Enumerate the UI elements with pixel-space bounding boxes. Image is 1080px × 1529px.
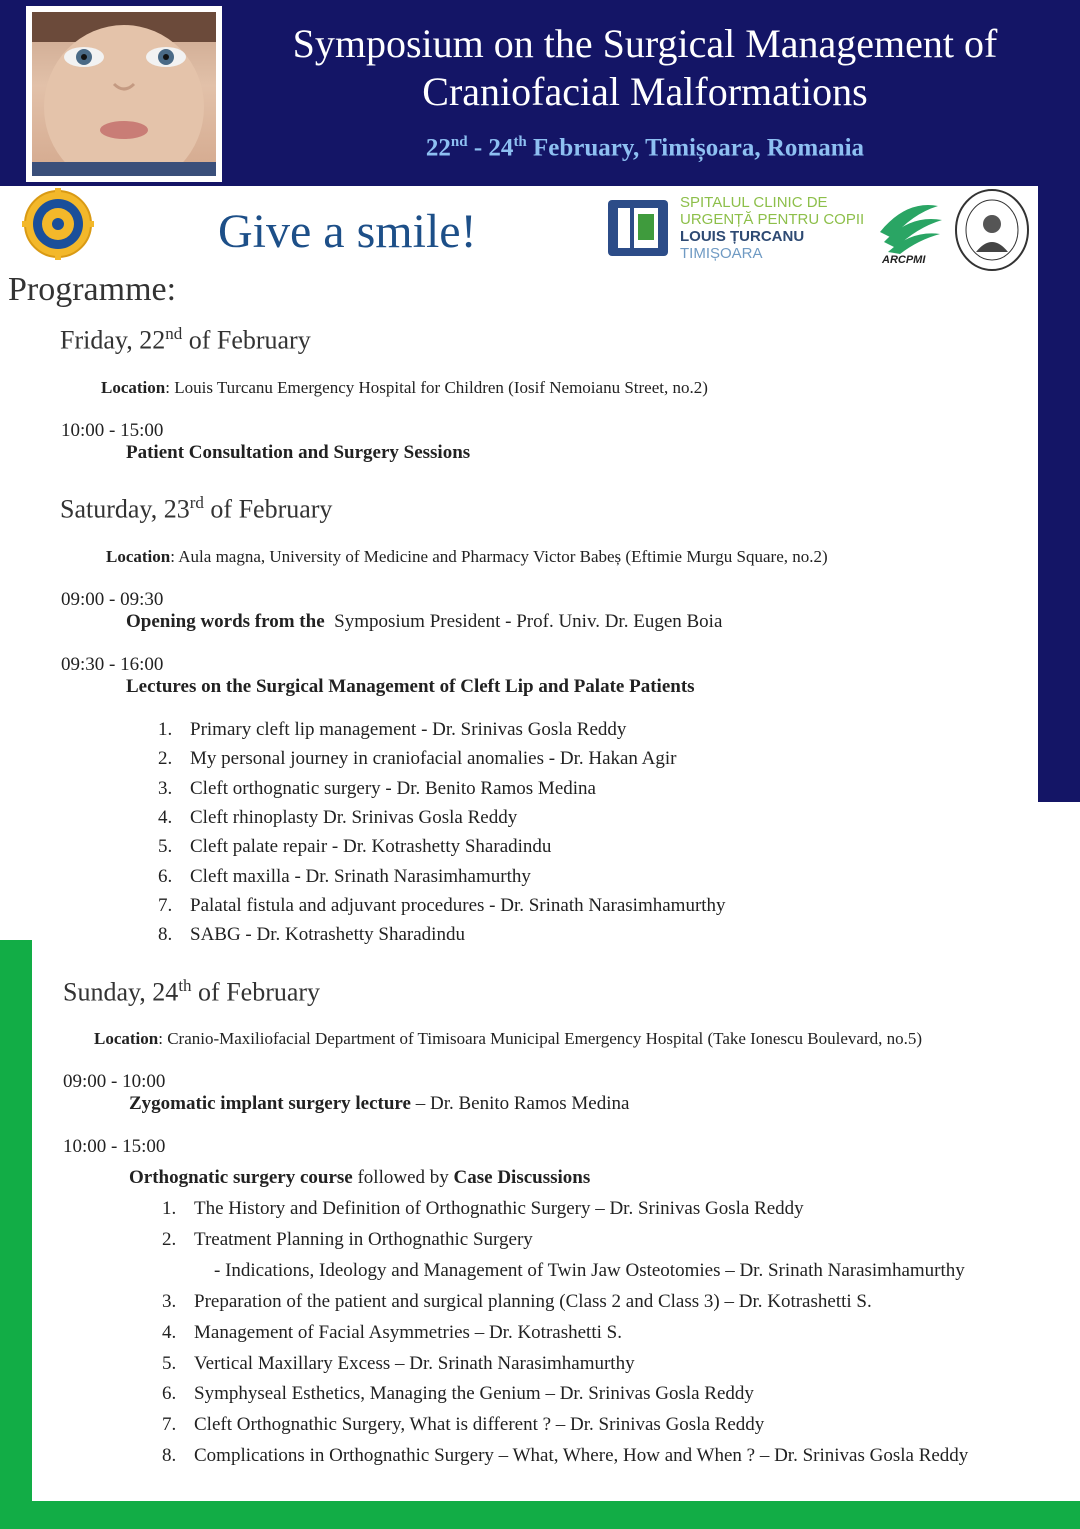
hospital-line-3: LOUIS ȚURCANU	[680, 228, 805, 245]
friday-location	[101, 378, 708, 398]
saturday-session-1-bold: Opening words from the	[126, 611, 325, 632]
list-item-text: The History and Definition of Orthognathic Surgery – Dr. Srinivas Gosla Reddy	[194, 1198, 804, 1219]
friday-day: Friday, 22	[60, 325, 166, 355]
date-start-suffix: nd	[450, 134, 468, 150]
list-item-number: 8.	[162, 1445, 177, 1467]
list-item-text: Treatment Planning in Orthognathic Surgery	[194, 1228, 533, 1250]
sunday-time-1: 09:00 - 10:00	[63, 1071, 166, 1092]
sunday-location-text: : Cranio-Maxiliofacial Department of Timisoara Municipal Emergency Hospital (Take Ionescu Boulevard, no.5)	[158, 1029, 923, 1048]
list-item-text: SABG - Dr. Kotrashetty Sharadindu	[190, 924, 465, 946]
list-item	[158, 719, 626, 741]
list-item-text: Cleft Orthognathic Surgery, What is different ? – Dr. Srinivas Gosla Reddy	[194, 1414, 765, 1436]
title-line-2: Craniofacial Malformations	[422, 69, 868, 114]
list-item-text: Palatal fistula and adjuvant procedures - Dr. Srinath Narasimhamurthy	[190, 894, 726, 916]
hospital-line-1: SPITALUL CLINIC DE	[680, 194, 828, 211]
saturday-heading	[60, 493, 332, 525]
green-bottom-band	[0, 1501, 1080, 1529]
list-item	[162, 1383, 754, 1405]
list-item-number: 7.	[162, 1414, 177, 1436]
list-item-text: Symphyseal Esthetics, Managing the Genium – Dr. Srinivas Gosla Reddy	[194, 1383, 754, 1405]
list-item	[158, 836, 551, 858]
list-item	[162, 1445, 968, 1467]
list-item-text: Vertical Maxillary Excess – Dr. Srinath Narasimhamurthy	[194, 1352, 635, 1374]
list-item-text: Management of Facial Asymmetries – Dr. Kotrashetti S.	[194, 1321, 622, 1343]
list-item	[158, 748, 676, 770]
sunday-session-1-rest: – Dr. Benito Ramos Medina	[410, 1093, 630, 1114]
list-item	[162, 1229, 533, 1251]
list-item	[158, 924, 465, 946]
list-item	[214, 1260, 965, 1282]
saturday-session-1-rest: Symposium President - Prof. Univ. Dr. Eugen Boia	[324, 611, 723, 632]
saturday-time-2: 09:30 - 16:00	[61, 654, 164, 675]
list-item-number: 1.	[158, 719, 173, 740]
sunday-location-label: Location	[94, 1029, 159, 1048]
give-a-smile-slogan: Give a smile!	[218, 205, 477, 258]
list-item-number: 3.	[162, 1290, 177, 1312]
list-item-number: 4.	[162, 1321, 177, 1343]
saturday-location-text: : Aula magna, University of Medicine and Pharmacy Victor Babeș (Eftimie Murgu Square, no.2)	[170, 547, 828, 566]
sunday-session-2-bold-1: Orthognatic surgery course	[129, 1167, 353, 1188]
date-start: 22	[425, 134, 451, 162]
list-item-number: 7.	[158, 894, 173, 916]
sunday-time-2: 10:00 - 15:00	[63, 1136, 166, 1157]
navy-side-band	[1038, 186, 1080, 802]
list-item-text: Primary cleft lip management - Dr. Srinivas Gosla Reddy	[190, 719, 627, 740]
sunday-session-1	[129, 1093, 629, 1115]
list-item-text: My personal journey in craniofacial anomalies - Dr. Hakan Agir	[190, 748, 677, 770]
sunday-session-2	[129, 1167, 590, 1189]
list-item	[158, 778, 596, 800]
list-item	[162, 1414, 764, 1436]
child-photo-frame	[26, 6, 222, 182]
arcpmi-label: ARCPMI	[882, 254, 926, 266]
friday-heading	[60, 324, 311, 356]
list-item	[162, 1322, 622, 1344]
rotary-logo	[22, 188, 94, 260]
sunday-session-2-bold-2: Case Discussions	[453, 1167, 591, 1188]
hospital-name	[680, 194, 864, 262]
sunday-day: Sunday, 24	[63, 977, 179, 1007]
sunday-session-1-bold: Zygomatic implant surgery lecture	[129, 1093, 411, 1114]
date-place: February, Timișoara, Romania	[526, 134, 865, 162]
list-item-number: 5.	[162, 1352, 177, 1374]
list-item-text: Cleft maxilla - Dr. Srinath Narasimhamurthy	[190, 865, 531, 887]
friday-location-label: Location	[101, 378, 166, 397]
date-end: - 24	[467, 134, 514, 162]
list-item-text: Preparation of the patient and surgical planning (Class 2 and Class 3) – Dr. Kotrashetti S.	[194, 1290, 872, 1312]
list-item-number: 6.	[158, 865, 173, 887]
saturday-suffix: rd	[189, 493, 204, 512]
list-item-text: Cleft orthognatic surgery - Dr. Benito Ramos Medina	[190, 777, 596, 799]
list-item	[158, 807, 517, 829]
list-item-text: - Indications, Ideology and Management of Twin Jaw Osteotomies – Dr. Srinath Narasimhamurthy	[214, 1259, 965, 1281]
friday-time: 10:00 - 15:00	[61, 420, 164, 441]
sunday-month: of February	[191, 977, 321, 1007]
list-item-number: 5.	[158, 836, 173, 858]
list-item	[162, 1291, 872, 1313]
list-item-number: 2.	[162, 1228, 177, 1250]
list-item	[162, 1198, 804, 1220]
university-seal	[954, 188, 1030, 272]
list-item-text: Cleft rhinoplasty Dr. Srinivas Gosla Reddy	[190, 806, 518, 828]
list-item-text: Complications in Orthognathic Surgery – What, Where, How and When ? – Dr. Srinivas Gosla Reddy	[194, 1445, 969, 1467]
saturday-location-label: Location	[106, 547, 171, 566]
list-item-number: 2.	[158, 748, 173, 770]
friday-location-text: : Louis Turcanu Emergency Hospital for Children (Iosif Nemoianu Street, no.2)	[165, 378, 708, 397]
sunday-suffix: th	[178, 976, 192, 995]
saturday-session-1	[126, 611, 722, 633]
list-item-text: Cleft palate repair - Dr. Kotrashetty Sharadindu	[190, 836, 552, 858]
list-item-number: 6.	[162, 1383, 177, 1405]
saturday-time-1: 09:00 - 09:30	[61, 589, 164, 610]
friday-suffix: nd	[165, 324, 183, 343]
sunday-session-2-mid: followed by	[352, 1167, 454, 1188]
list-item-number: 4.	[158, 806, 173, 828]
hospital-logo	[606, 196, 670, 260]
saturday-day: Saturday, 23	[60, 494, 190, 524]
list-item	[162, 1353, 635, 1375]
symposium-title	[230, 20, 1060, 116]
title-line-1: Symposium on the Surgical Management of	[292, 21, 998, 66]
list-item-number: 1.	[162, 1198, 177, 1219]
programme-heading: Programme:	[8, 271, 177, 308]
list-item-number: 3.	[158, 777, 173, 799]
sunday-location	[94, 1029, 922, 1049]
green-side-band	[0, 940, 32, 1529]
saturday-location	[106, 547, 828, 567]
sunday-heading	[63, 976, 320, 1008]
symposium-date	[230, 134, 1060, 162]
hospital-line-2: URGENȚĂ PENTRU COPII	[680, 211, 865, 228]
friday-month: of February	[182, 325, 311, 355]
hospital-line-4: TIMIȘOARA	[680, 245, 763, 262]
friday-session: Patient Consultation and Surgery Sessions	[126, 442, 471, 463]
saturday-month: of February	[203, 494, 333, 524]
list-item-number: 8.	[158, 924, 173, 946]
list-item	[158, 866, 531, 888]
child-photo	[32, 12, 216, 176]
date-end-suffix: th	[513, 134, 527, 150]
list-item	[158, 895, 726, 917]
saturday-session-2: Lectures on the Surgical Management of Cleft Lip and Palate Patients	[126, 676, 695, 697]
